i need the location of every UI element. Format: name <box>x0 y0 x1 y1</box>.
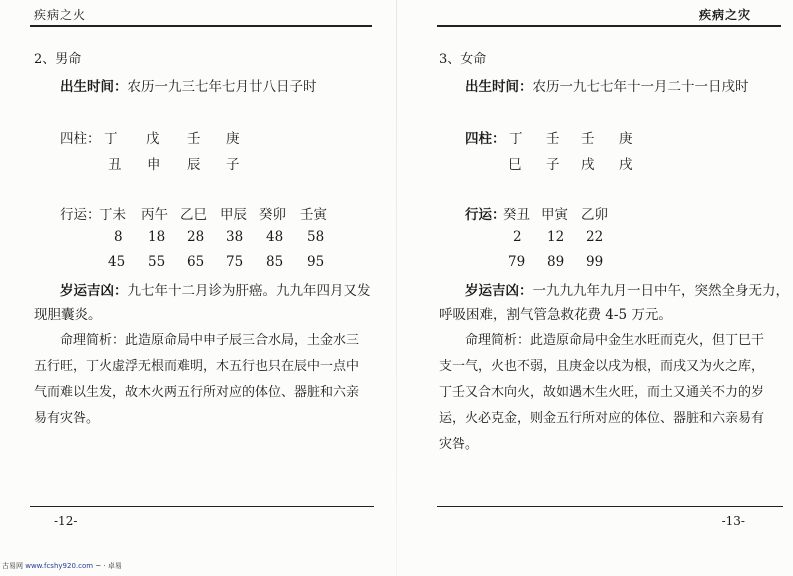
luck-year: 85 <box>266 254 284 270</box>
luck-year: 45 <box>108 254 126 270</box>
luck-year: 79 <box>508 254 526 270</box>
luck-label: 行运： <box>465 207 506 223</box>
analysis-text: 运，火必克金，则金五行所对应的体位、器脏和六亲易有 <box>439 411 765 426</box>
analysis-text: 此造原命局中申子辰三合水局，土金水三 <box>125 333 360 348</box>
luck-age: 8 <box>114 229 123 245</box>
luck-cycle: 癸丑 <box>503 207 530 223</box>
pillar-stem: 庚 <box>619 131 633 147</box>
luck-cycle: 乙卯 <box>581 207 608 223</box>
analysis-text: 气而难以生发，故木火两五行所对应的体位、器脏和六亲 <box>34 385 360 400</box>
birth-time-value: 农历一九七七年十一月二十一日戌时 <box>532 79 749 95</box>
luck-cycle: 癸卯 <box>259 207 286 223</box>
fortune-label: 岁运吉凶： <box>465 283 533 299</box>
luck-year: 65 <box>187 254 205 270</box>
luck-cycle: 丙午 <box>141 207 168 223</box>
running-header: 疾病之火 <box>34 8 87 22</box>
fortune-text-cont: 现胆囊炎。 <box>34 307 102 323</box>
luck-cycle: 甲寅 <box>541 207 568 223</box>
page-number: -13- <box>721 514 745 528</box>
luck-age: 18 <box>148 229 166 245</box>
luck-age: 2 <box>513 229 522 245</box>
luck-cycle: 乙巳 <box>180 207 207 223</box>
analysis-text: 易有灾咎。 <box>34 411 100 426</box>
header-rule <box>437 25 781 27</box>
luck-age: 28 <box>187 229 205 245</box>
luck-age: 22 <box>586 229 604 245</box>
pillar-stem: 壬 <box>187 131 201 147</box>
fortune-text: 九七年十二月诊为肝癌。九九年四月又发 <box>127 283 371 299</box>
footer-rule <box>30 506 374 507</box>
fortune-text-cont: 呼吸困难，割气管急救花费 4-5 万元。 <box>439 307 672 323</box>
pillar-stem: 丁 <box>509 131 523 147</box>
luck-age: 48 <box>266 229 284 245</box>
pillars-label: 四柱： <box>60 131 101 147</box>
luck-year: 99 <box>586 254 604 270</box>
luck-cycle: 甲辰 <box>220 207 247 223</box>
watermark-tail: ~ · 卓易 <box>95 562 122 570</box>
luck-year: 55 <box>148 254 166 270</box>
luck-age: 58 <box>307 229 325 245</box>
pillar-stem: 壬 <box>546 131 560 147</box>
pillar-stem: 壬 <box>581 131 595 147</box>
pillar-stem: 庚 <box>226 131 240 147</box>
pillar-branch: 巳 <box>508 157 522 173</box>
luck-age: 38 <box>226 229 244 245</box>
analysis-text: 丁壬又合木向火，故如遇木生火旺，而土又通关不力的岁 <box>439 385 765 400</box>
watermark-url[interactable]: www.fcshy920.com <box>25 562 94 570</box>
page-number: -12- <box>54 514 78 528</box>
pillar-branch: 辰 <box>187 157 201 173</box>
fortune-line <box>465 279 789 299</box>
analysis-text: 此造原命局中金生水旺而克火，但丁巳干 <box>530 333 765 348</box>
pillars-label: 四柱： <box>465 131 506 147</box>
left-page <box>0 0 396 576</box>
section-title: 2、男命 <box>34 52 82 67</box>
birth-time-value: 农历一九三七年七月廿八日子时 <box>127 79 317 95</box>
birth-time-label: 出生时间： <box>60 79 128 95</box>
luck-cycle: 壬寅 <box>300 207 327 223</box>
birth-time-label: 出生时间： <box>465 79 533 95</box>
analysis-line <box>465 329 764 348</box>
luck-label: 行运： <box>60 207 101 223</box>
header-rule <box>30 25 372 27</box>
pillar-stem: 戊 <box>146 131 160 147</box>
analysis-label: 命理简析： <box>60 333 126 348</box>
pillar-branch: 申 <box>147 157 161 173</box>
right-page <box>397 0 793 576</box>
analysis-line <box>60 329 359 348</box>
pillar-stem: 丁 <box>104 131 118 147</box>
pillar-branch: 戌 <box>581 157 595 173</box>
luck-year: 75 <box>226 254 244 270</box>
pillar-branch: 戌 <box>619 157 633 173</box>
pillar-branch: 丑 <box>108 157 122 173</box>
analysis-text: 支一气，火也不弱，且庚金以戌为根，而戌又为火之库， <box>439 359 765 374</box>
fortune-line <box>60 279 371 299</box>
section-title: 3、女命 <box>439 52 487 67</box>
luck-year: 89 <box>547 254 565 270</box>
luck-year: 95 <box>307 254 325 270</box>
luck-age: 12 <box>547 229 565 245</box>
pillar-branch: 子 <box>546 157 560 173</box>
analysis-label: 命理简析： <box>465 333 531 348</box>
footer-rule <box>437 506 783 507</box>
fortune-label: 岁运吉凶： <box>60 283 128 299</box>
pillar-branch: 子 <box>226 157 240 173</box>
running-header: 疾病之灾 <box>698 8 751 22</box>
luck-cycle: 丁未 <box>99 207 126 223</box>
analysis-text: 灾咎。 <box>439 437 479 452</box>
analysis-text: 五行旺，丁火虚浮无根而难明，木五行也只在辰中一点中 <box>34 359 360 374</box>
birth-time-line <box>465 75 749 95</box>
birth-time-line <box>60 75 317 95</box>
fortune-text: 一九九九年九月一日中午，突然全身无力， <box>532 283 789 299</box>
site-watermark <box>2 561 122 571</box>
watermark-site: 古易网 <box>2 562 23 570</box>
